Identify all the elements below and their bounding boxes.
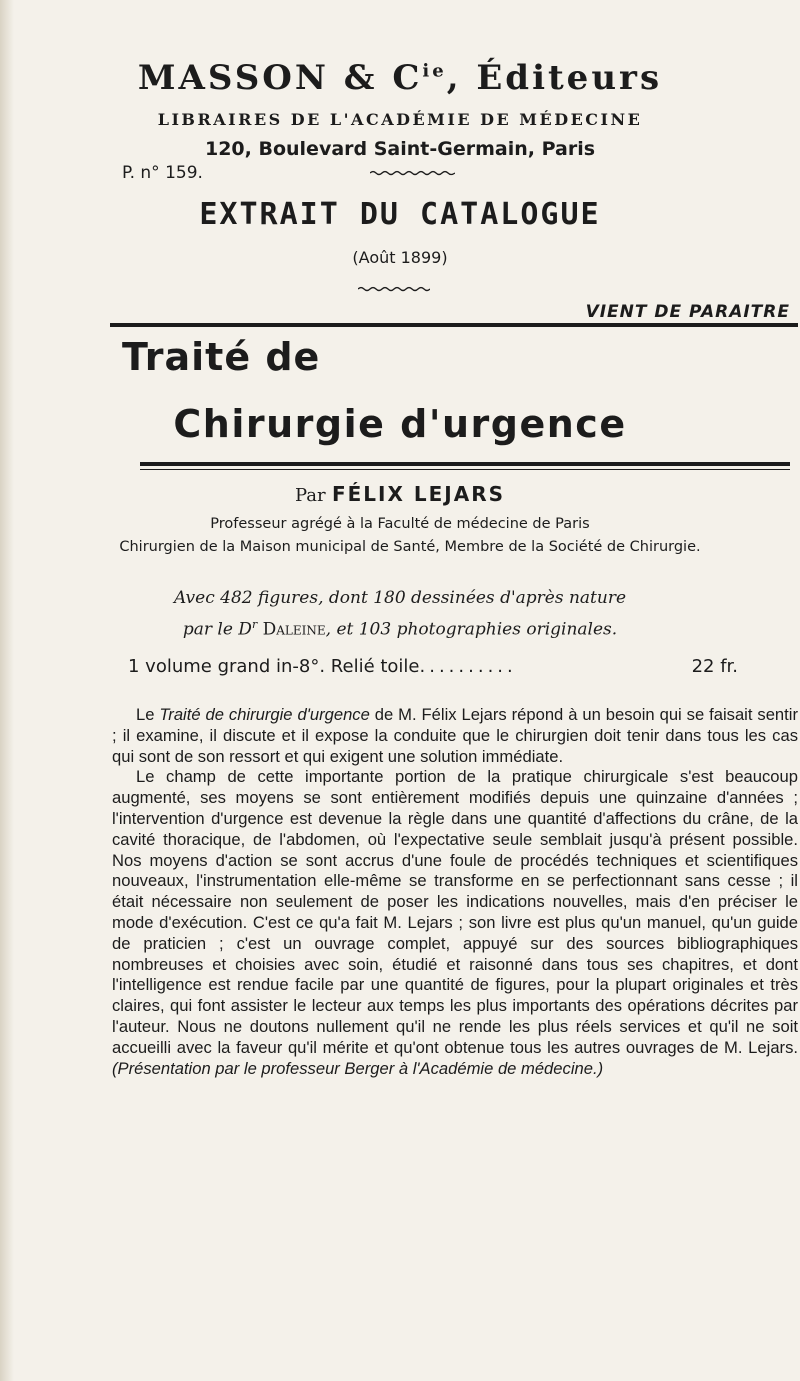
new-release-notice: VIENT DE PARAITRE (585, 302, 790, 322)
book-price: 22 fr. (691, 656, 738, 677)
review-paragraph-1 (112, 705, 798, 767)
book-title-line2: Chirurgie d'urgence (173, 402, 627, 446)
review-p1-rest: de M. Félix Lejars répond à un besoin qui se faisait sentir ; il examine, il discute et il expose la conduite que le chirurgien doit tenir dans tous les cas qui sont de son ressort et qui exigent une solution immédiate. (112, 705, 798, 766)
academy-line: LIBRAIRES DE L'ACADÉMIE DE MÉDECINE (157, 110, 643, 129)
publisher-name (0, 58, 800, 98)
author-title-1: Professeur agrégé à la Faculté de médecine de Paris (210, 516, 590, 532)
author-name: FÉLIX LEJARS (331, 482, 506, 506)
catalogue-date: (Août 1899) (352, 248, 448, 267)
publisher-sup: ie (422, 60, 447, 82)
title-underline-thin (140, 469, 790, 470)
author-by: Par (294, 485, 326, 506)
review-paragraph-2 (112, 767, 798, 1079)
figures-sup: r (251, 618, 258, 631)
review-p2-text: Le champ de cette importante portion de la pratique chirurgicale s'est beaucoup augmenté, ses moyens se sont entièrement modifiés depuis une quinzaine d'années ; l'intervention d'urgence est devenue la règle dans une quantité d'affections du crâne, de la cavité thoracique, de l'abdomen, où l'expectative seule semblait jusqu'à présent possible. Nos moyens d'action se sont accrus d'une foule de procédés techniques et scientifiques nouveaux, l'instrumentation elle-même se transforme en se perfectionnant sans cesse ; il était nécessaire non seulement de poser les indications nouvelles, mais d'en préciser le mode d'exécution. C'est ce qu'a fait M. Lejars ; son livre est plus qu'un manuel, qu'un guide de praticien ; c'est un ouvrage complet, appuyé sur des sources bibliographiques nombreuses et choisies avec soin, étudié et raisonné dans tous ses chapitres, et dont l'intelligence est rendue facile par une quantité de figures, pour la plupart originales et très claires, qui font assister le lecteur aux temps les plus importants des opérations décrites par l'auteur. Nous ne doutons nullement qu'il ne rende les plus réels services et qu'il ne soit accueilli avec la faveur qu'il mérite et qu'ont obtenue tous les autres ouvrages de M. Lejars. (112, 767, 798, 1057)
page-number: P. n° 159. (122, 163, 203, 183)
figures-rest: , et 103 photographies originales. (325, 619, 618, 640)
divider-rule (110, 323, 798, 327)
review-book-title: Traité de chirurgie d'urgence (159, 705, 370, 724)
author-title-2: Chirurgien de la Maison municipal de Santé, Membre de la Société de Chirurgie. (119, 539, 701, 555)
title-underline-thick (140, 462, 790, 466)
wavy-rule-ornament (370, 170, 455, 176)
review-source: (Présentation par le professeur Berger à l'Académie de médecine.) (112, 1058, 604, 1078)
author-line (0, 482, 800, 506)
book-title-line1: Traité de (122, 335, 321, 379)
catalogue-title: EXTRAIT DU CATALOGUE (199, 197, 601, 232)
figures-line-1: Avec 482 figures, dont 180 dessinées d'après nature (173, 588, 627, 608)
review-text (112, 705, 798, 1079)
figures-by: par le D (182, 619, 252, 640)
publisher-main: MASSON & C (137, 58, 423, 98)
publisher-address: 120, Boulevard Saint-Germain, Paris (204, 138, 596, 160)
illustrator-name: Daleine (262, 619, 326, 640)
volume-description: 1 volume grand in-8°. Relié toile (128, 656, 420, 677)
wavy-rule-ornament (358, 286, 430, 292)
publisher-suffix: , Éditeurs (446, 58, 663, 98)
leader-dots: .......... (419, 656, 517, 677)
figures-line-2 (0, 618, 800, 640)
review-p1-start: Le (136, 705, 160, 724)
volume-price-line (128, 656, 738, 677)
